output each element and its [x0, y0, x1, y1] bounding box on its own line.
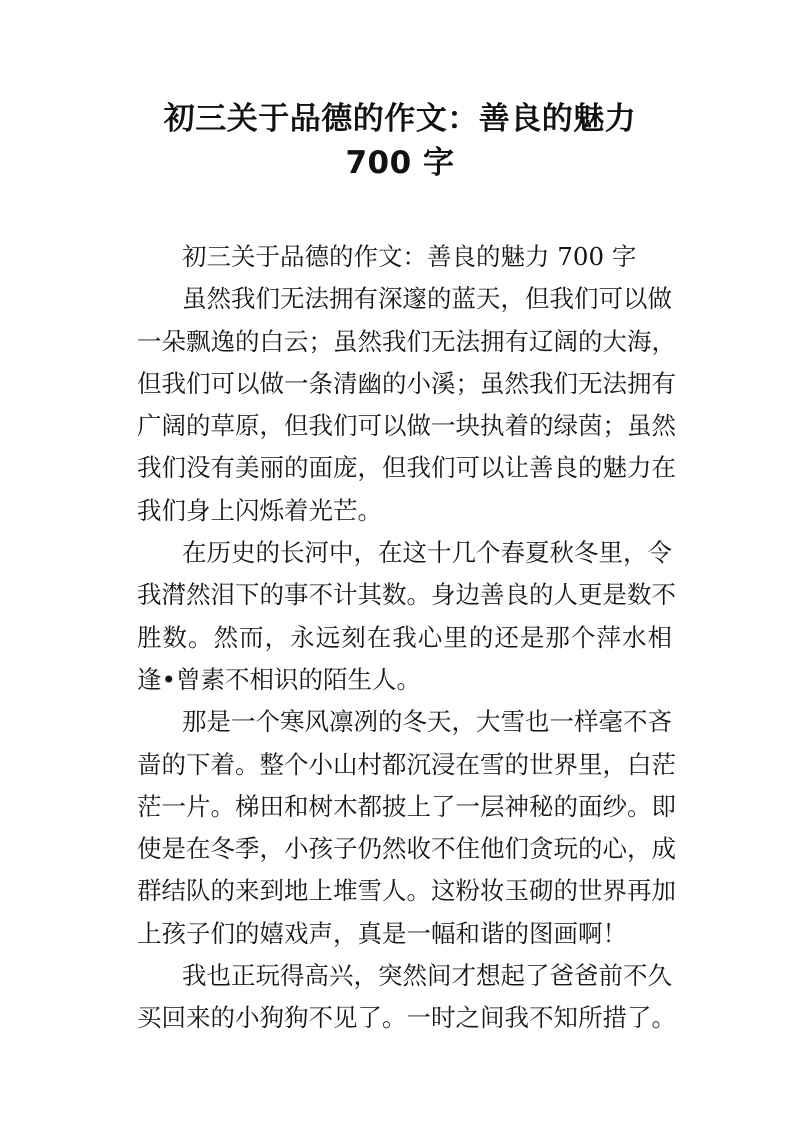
paragraph-line: 在历史的长河中，在这十几个春夏秋冬里，令 — [182, 538, 672, 568]
paragraph-line: 逢•曾素不相识的陌生人。 — [137, 664, 421, 694]
repeated-title-line: 初三关于品德的作文：善良的魅力 700 字 — [182, 242, 637, 271]
paragraph-line: 我们身上闪烁着光芒。 — [137, 495, 382, 525]
paragraph-line: 茫一片。梯田和树木都披上了一层神秘的面纱。即 — [137, 791, 676, 821]
paragraph-line: 啬的下着。整个小山村都沉浸在雪的世界里，白茫 — [137, 749, 676, 779]
paragraph-line: 虽然我们无法拥有深邃的蓝天，但我们可以做 — [182, 284, 672, 314]
paragraph-line: 广阔的草原，但我们可以做一块执着的绿茵；虽然 — [137, 411, 676, 441]
paragraph-line: 但我们可以做一条清幽的小溪；虽然我们无法拥有 — [137, 368, 676, 398]
paragraph-line: 一朵飘逸的白云；虽然我们无法拥有辽阔的大海， — [137, 326, 676, 356]
paragraph-line: 胜数。然而，永远刻在我心里的还是那个萍水相 — [137, 622, 672, 652]
paragraph-line: 我也正玩得高兴，突然间才想起了爸爸前不久 — [182, 961, 672, 991]
paragraph-line: 我们没有美丽的面庞，但我们可以让善良的魅力在 — [137, 453, 676, 483]
paragraph-line: 买回来的小狗狗不见了。一时之间我不知所措了。 — [137, 1003, 676, 1033]
document-title-word-count: 700 字 — [345, 145, 455, 181]
paragraph-line: 上孩子们的嬉戏声，真是一幅和谐的图画啊！ — [137, 918, 627, 948]
document-body — [137, 236, 676, 1040]
paragraph-line: 那是一个寒风凛冽的冬天，大雪也一样毫不吝 — [182, 707, 672, 737]
paragraph-line: 群结队的来到地上堆雪人。这粉妆玉砌的世界再加 — [137, 876, 676, 906]
paragraph-line: 我潸然泪下的事不计其数。身边善良的人更是数不 — [137, 580, 676, 610]
document-title: 初三关于品德的作文：善良的魅力 — [163, 101, 637, 137]
paragraph-line: 使是在冬季，小孩子仍然收不住他们贪玩的心，成 — [137, 834, 676, 864]
